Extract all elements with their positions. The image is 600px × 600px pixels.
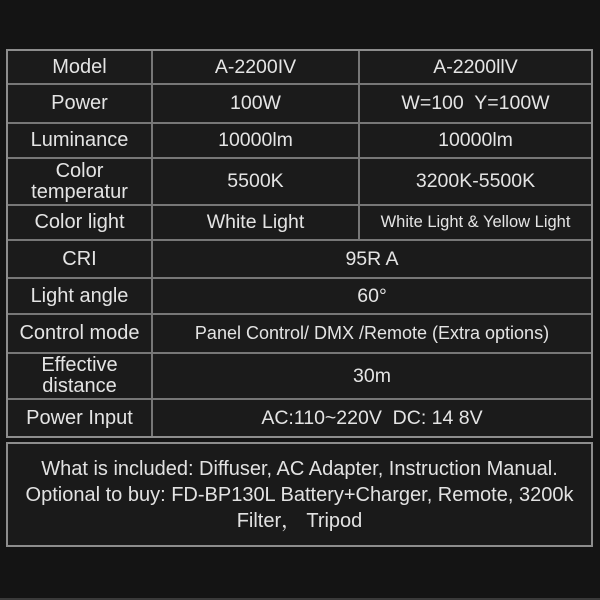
- footer-line-3: Filter， Tripod: [236, 509, 363, 532]
- table-row-cri: [8, 241, 591, 279]
- row-label-power: Power: [8, 85, 153, 122]
- model-value-col2: A-2200llV: [433, 55, 518, 78]
- control-mode-value: Panel Control/ DMX /Remote (Extra options): [194, 323, 550, 343]
- table-row-color-light: [8, 206, 591, 241]
- table-row-color-temperature: [8, 159, 591, 206]
- luminance-value-col1: 10000lm: [153, 124, 360, 157]
- color-temperature-value-col2: 3200K-5500K: [415, 170, 536, 192]
- row-label-control-mode: Control mode: [8, 315, 153, 352]
- row-label-light-angle: Light angle: [8, 279, 153, 313]
- row-label-color-temperature: Color temperatur: [8, 159, 153, 204]
- power-input-value: AC:110~220V DC: 14 8V: [261, 406, 483, 429]
- row-label-luminance: Luminance: [8, 124, 153, 157]
- table-row-light-angle: [8, 279, 591, 315]
- footer-line-1: What is included: Diffuser, AC Adapter, Instruction Manual.: [41, 457, 558, 480]
- effective-distance-value: 30m: [353, 364, 391, 387]
- row-label-model: Model: [8, 51, 153, 83]
- table-row-model: [8, 51, 591, 85]
- model-value-col1: A-2200IV: [153, 51, 360, 83]
- power-value-col2: W=100 Y=100W: [401, 92, 550, 114]
- table-row-power: [8, 85, 591, 124]
- color-temperature-value-col1: 5500K: [153, 159, 360, 204]
- included-items-note: [6, 442, 593, 547]
- footer-line-2: Optional to buy: FD-BP130L Battery+Charger, Remote, 3200k: [25, 483, 574, 506]
- row-label-color-light: Color light: [8, 206, 153, 239]
- row-label-cri: CRI: [8, 241, 153, 277]
- row-label-power-input: Power Input: [8, 400, 153, 436]
- table-row-power-input: [8, 400, 591, 436]
- cri-value: 95R A: [345, 247, 399, 270]
- table-row-luminance: [8, 124, 591, 159]
- color-light-value-col2: White Light & Yellow Light: [380, 213, 571, 231]
- table-row-effective-distance: [8, 354, 591, 400]
- luminance-value-col2: 10000lm: [438, 129, 513, 151]
- row-label-effective-distance: Effective distance: [8, 354, 153, 398]
- light-angle-value: 60°: [357, 284, 387, 307]
- spec-table: [6, 49, 593, 438]
- table-row-control-mode: [8, 315, 591, 354]
- power-value-col1: 100W: [153, 85, 360, 122]
- color-light-value-col1: White Light: [153, 206, 360, 239]
